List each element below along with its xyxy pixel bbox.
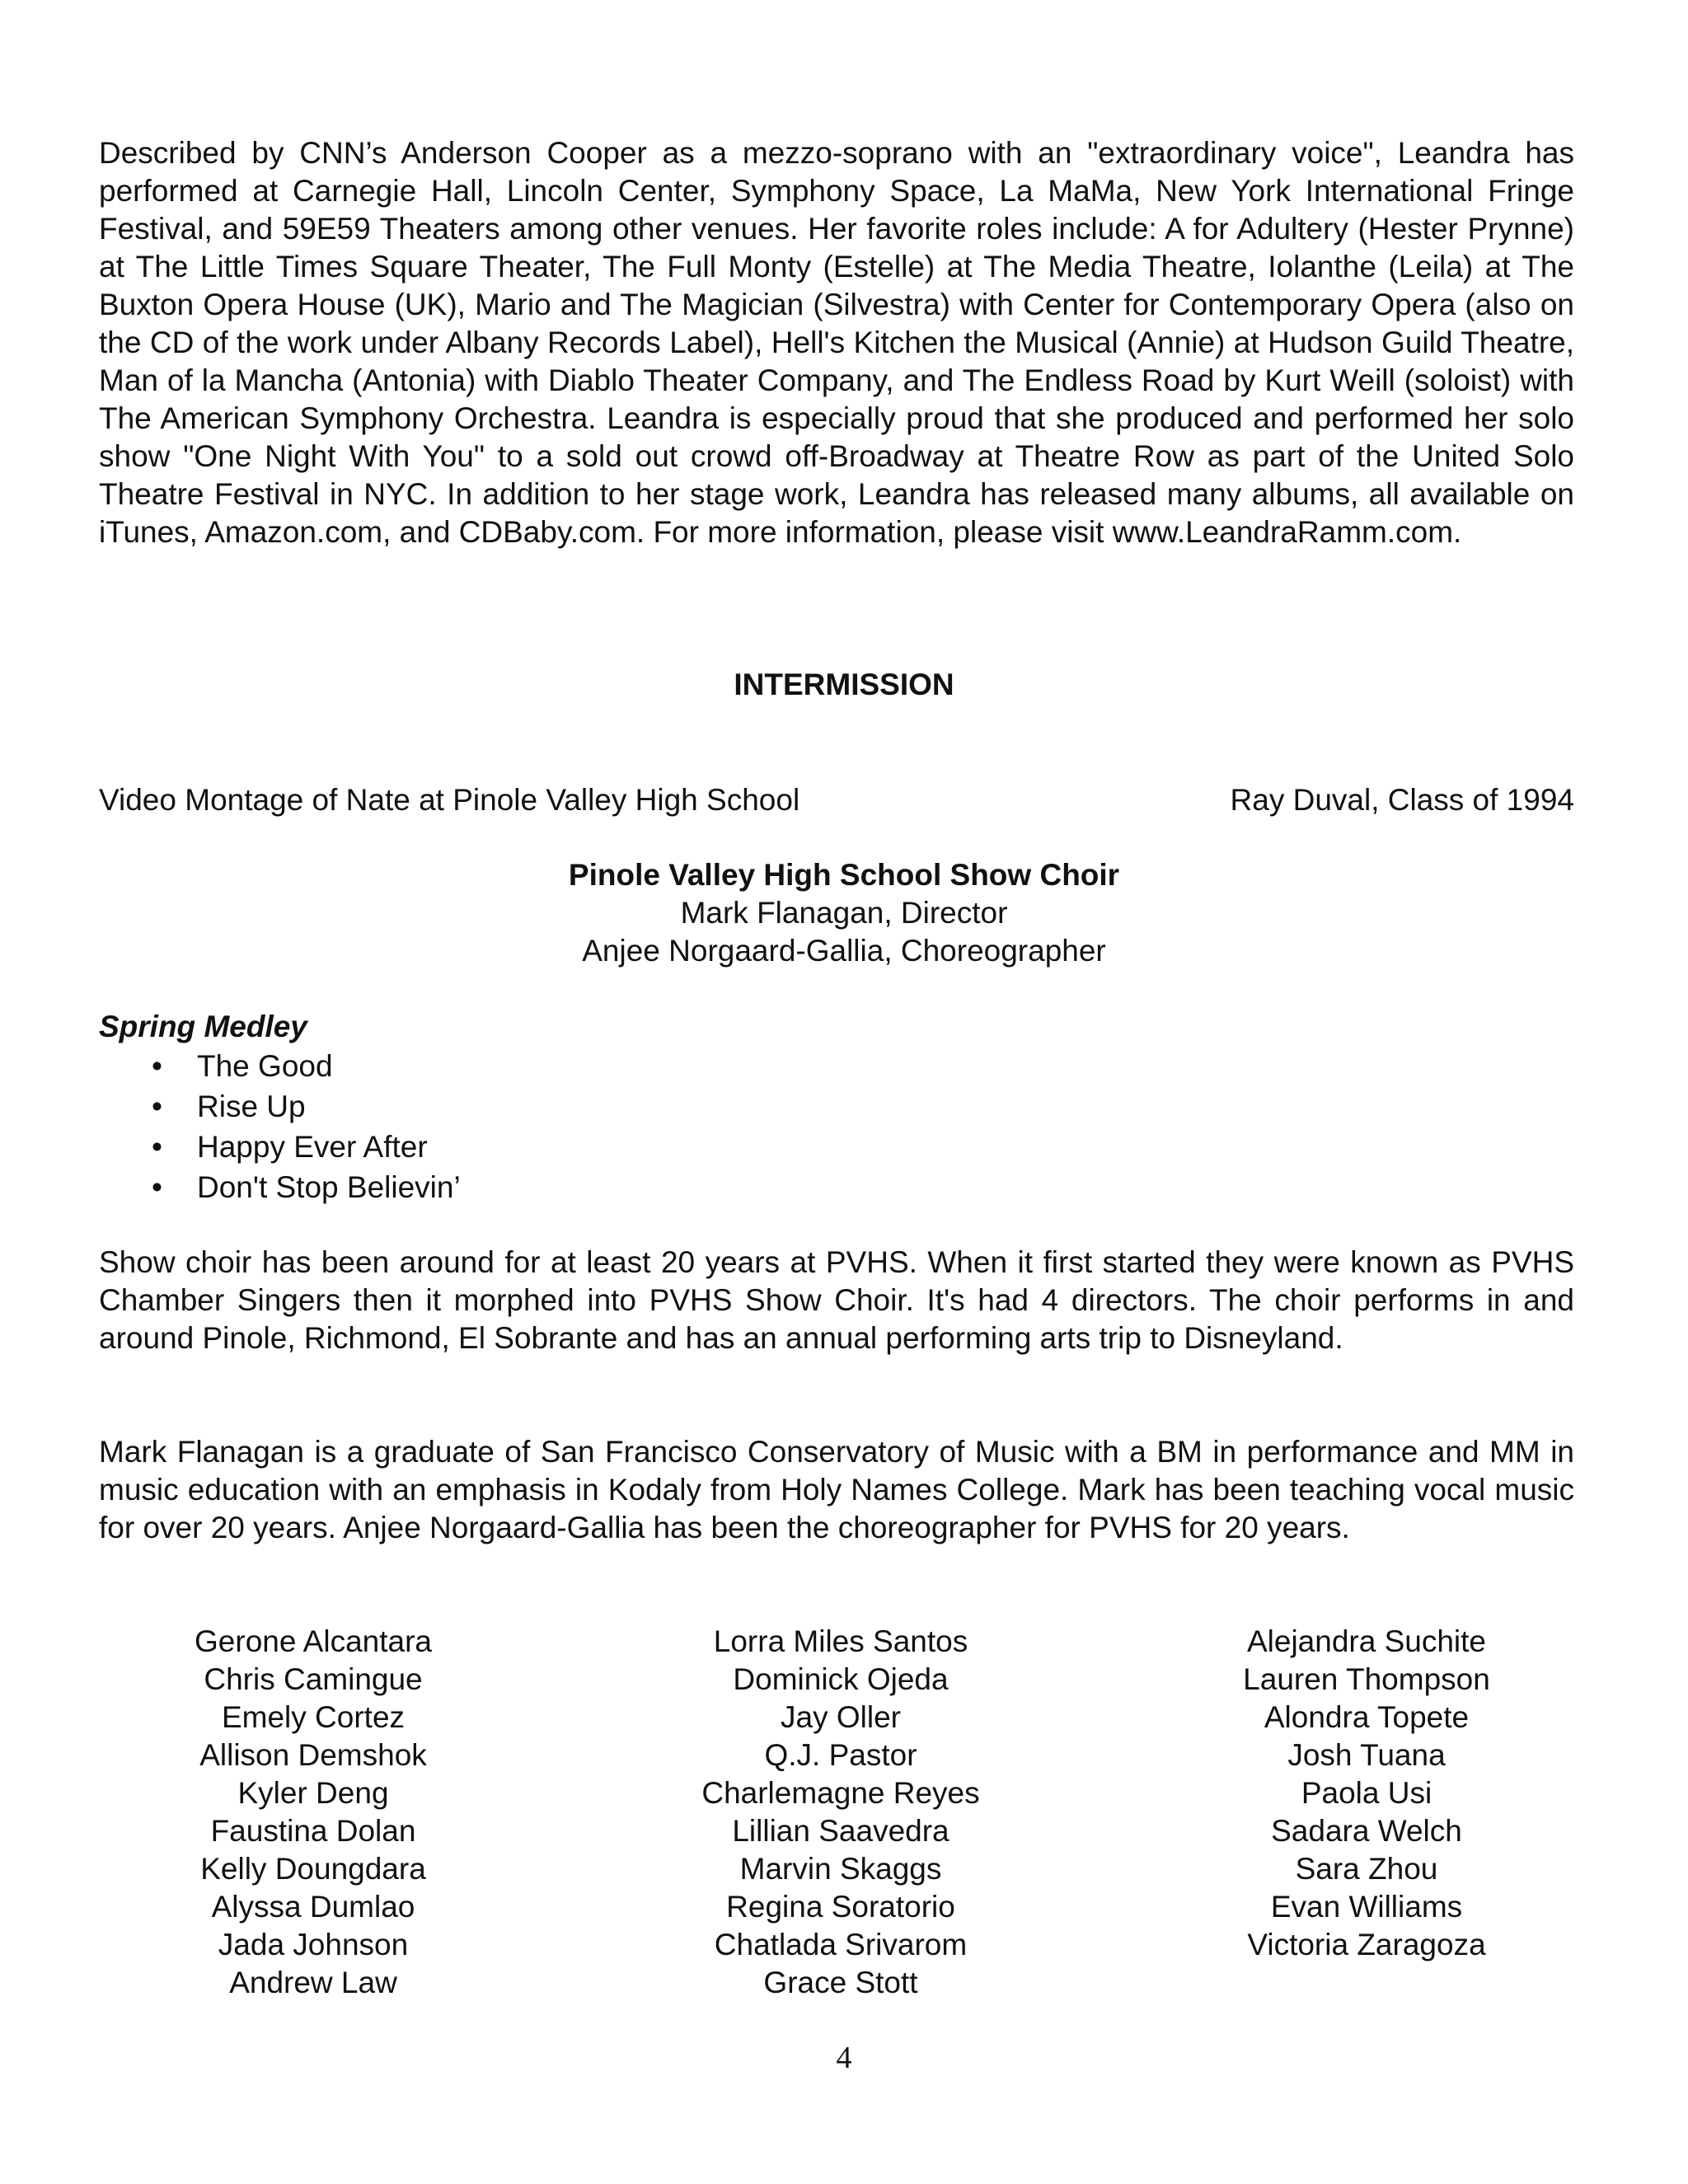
choir-roster [0, 1623, 1688, 2002]
roster-column-1 [66, 1623, 560, 2002]
choir-header [0, 856, 1688, 970]
bullet-icon: • [152, 1170, 162, 1204]
choir-choreographer: Anjee Norgaard-Gallia, Choreographer [582, 934, 1106, 968]
song-title: Don't Stop Believin’ [197, 1170, 461, 1204]
roster-name: Dominick Ojeda [733, 1662, 949, 1696]
bullet-icon: • [152, 1090, 162, 1123]
roster-name: Chatlada Srivarom [714, 1928, 968, 1961]
roster-column-2 [593, 1623, 1088, 2002]
song-title: Rise Up [197, 1090, 306, 1123]
roster-name: Lorra Miles Santos [713, 1624, 968, 1658]
medley-song-list [0, 1046, 461, 1207]
roster-name: Jay Oller [781, 1700, 901, 1734]
roster-name: Alondra Topete [1264, 1700, 1470, 1734]
roster-name: Gerone Alcantara [195, 1624, 432, 1658]
song-title: The Good [197, 1049, 333, 1083]
roster-name: Victoria Zaragoza [1247, 1928, 1486, 1961]
choir-director: Mark Flanagan, Director [680, 896, 1008, 930]
roster-name: Alyssa Dumlao [211, 1890, 415, 1924]
roster-name: Grace Stott [763, 1966, 918, 1999]
roster-name: Q.J. Pastor [764, 1738, 917, 1772]
list-item [0, 1167, 461, 1207]
roster-name: Kyler Deng [237, 1776, 389, 1810]
roster-name: Marvin Skaggs [739, 1852, 942, 1886]
roster-name: Alejandra Suchite [1246, 1624, 1487, 1658]
list-item [0, 1127, 461, 1167]
roster-name: Allison Demshok [199, 1738, 427, 1772]
medley-title: Spring Medley [99, 1010, 307, 1043]
choir-name: Pinole Valley High School Show Choir [568, 858, 1120, 892]
roster-column-3 [1119, 1623, 1614, 1964]
roster-name: Paola Usi [1301, 1776, 1432, 1810]
choir-history-paragraph: Show choir has been around for at least 20 years at PVHS. When it first started they were known as PVHS Chamber Singers then it morphed into PVHS Show Choir. It's had 4 directors. The choir performs in and around Pinole, Richmond, El Sobrante and has an annual performing arts trip to Disneyland. [99, 1245, 1574, 1355]
roster-name: Sadara Welch [1271, 1814, 1462, 1848]
roster-name: Kelly Doungdara [200, 1852, 426, 1886]
roster-name: Charlemagne Reyes [701, 1776, 980, 1810]
roster-name: Regina Soratorio [726, 1890, 955, 1924]
page-number: 4 [836, 2041, 852, 2075]
program-item-credit: Ray Duval, Class of 1994 [1230, 783, 1574, 817]
intermission-heading: INTERMISSION [734, 668, 954, 701]
performer-bio-paragraph: Described by CNN’s Anderson Cooper as a mezzo-soprano with an "extraordinary voice", Leandra has performed at Carnegie Hall, Lincoln Center, Symphony Space, La MaMa, New York International Fringe Festival, and 59E59 Theaters among other venues. Her favorite roles include: A for Adultery (Hester Prynne) at The Little Times Square Theater, The Full Monty (Estelle) at The Media Theatre, Iolanthe (Leila) at The Buxton Opera House (UK), Mario and The Magician (Silvestra) with Center for Contemporary Opera (also on the CD of the work under Albany Records Label), Hell's Kitchen the Musical (Annie) at Hudson Guild Theatre, Man of la Mancha (Antonia) with Diablo Theater Company, and The Endless Road by Kurt Weill (soloist) with The American Symphony Orchestra. Leandra is especially proud that she produced and performed her solo show "One Night With You" to a sold out crowd off-Broadway at Theatre Row as part of the United Solo Theatre Festival in NYC. In addition to her stage work, Leandra has released many albums, all available on iTunes, Amazon.com, and CDBaby.com. For more information, please visit www.LeandraRamm.com. [99, 136, 1574, 549]
roster-name: Faustina Dolan [210, 1814, 416, 1848]
roster-name: Lauren Thompson [1243, 1662, 1490, 1696]
roster-name: Emely Cortez [221, 1700, 406, 1734]
bullet-icon: • [152, 1130, 162, 1164]
list-item [0, 1086, 461, 1127]
director-bio-paragraph: Mark Flanagan is a graduate of San Francisco Conservatory of Music with a BM in performance and MM in music education with an emphasis in Kodaly from Holy Names College. Mark has been teaching vocal music for over 20 years. Anjee Norgaard-Gallia has been the choreographer for PVHS for 20 years. [99, 1435, 1574, 1544]
roster-name: Chris Camingue [204, 1662, 423, 1696]
roster-name: Sara Zhou [1295, 1852, 1438, 1886]
song-title: Happy Ever After [197, 1130, 428, 1164]
program-item-title: Video Montage of Nate at Pinole Valley High School [99, 783, 800, 817]
roster-name: Evan Williams [1270, 1890, 1463, 1924]
roster-name: Josh Tuana [1287, 1738, 1446, 1772]
roster-name: Andrew Law [229, 1966, 397, 1999]
roster-name: Lillian Saavedra [732, 1814, 950, 1848]
roster-name: Jada Johnson [218, 1928, 409, 1961]
list-item [0, 1046, 461, 1086]
bullet-icon: • [152, 1049, 162, 1083]
